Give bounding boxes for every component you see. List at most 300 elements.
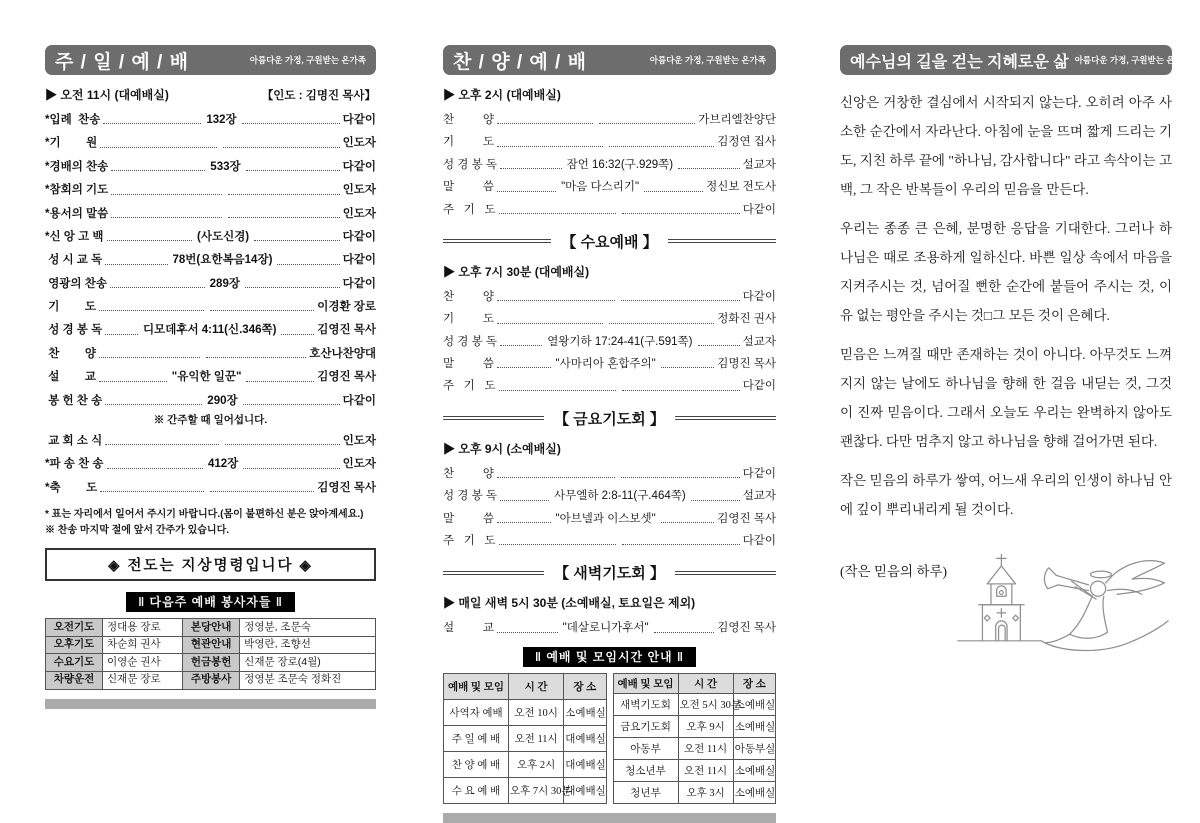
service-item-person: 다같이 — [342, 114, 376, 126]
schedule-place-cell: 소예배실 — [733, 759, 775, 781]
heading-text: 【 새벽기도회 】 — [554, 565, 665, 583]
dotted-leader — [497, 631, 558, 633]
dotted-leader — [210, 490, 314, 492]
essay-header-bar — [840, 45, 1191, 75]
schedule-time-cell: 오전 11시 — [509, 725, 564, 751]
schedule-meeting-cell: 청년부 — [613, 781, 678, 803]
footnote-stand: * 표는 자리에서 일어서 주시기 바랍니다.(몸이 불편하신 분은 앉아계세요.) — [45, 509, 364, 520]
service-item-person: 인도자 — [342, 458, 376, 471]
heading-rule — [443, 239, 551, 243]
service-item-person: 김영진 목사 — [717, 622, 777, 635]
schedule-header-place: 장 소 — [733, 673, 775, 693]
dotted-leader — [654, 631, 715, 633]
server-role-cell: 차량운전 — [46, 671, 103, 689]
service-item-row — [45, 207, 376, 221]
schedule-row — [444, 699, 607, 725]
servers-table-row — [46, 619, 376, 637]
service-item-detail: "아브넬과 이스보셋" — [555, 512, 656, 525]
service-item-row — [443, 379, 776, 393]
dotted-leader — [497, 476, 615, 478]
tagline: 아름다운 가정, 구원받는 온가족 — [249, 55, 366, 65]
schedule-place-cell: 대예배실 — [564, 751, 606, 777]
service-item-row — [443, 312, 776, 326]
service-item-person: 다같이 — [342, 160, 376, 173]
service-item-row — [45, 136, 376, 150]
schedule-time-cell: 오전 5시 30분 — [678, 693, 733, 715]
section-time-row — [443, 86, 776, 103]
praise-worship-header-bar — [443, 45, 776, 75]
service-item-detail: 디모데후서 4:11(신.346쪽) — [143, 324, 277, 337]
schedule-time-cell: 오후 9시 — [678, 715, 733, 737]
schedule-place-cell: 대예배실 — [564, 777, 606, 803]
server-name-cell: 이영순 권사 — [103, 654, 183, 672]
sunday-worship-time: ▶ 오전 11시 (대예배실) — [45, 88, 169, 102]
midweek-service-sections — [443, 86, 776, 636]
dotted-leader — [609, 145, 715, 147]
schedule-place-cell: 소예배실 — [733, 693, 775, 715]
service-item-detail: 412장 — [207, 458, 239, 471]
dotted-leader — [111, 193, 222, 195]
section-heading — [443, 562, 776, 583]
service-item-person: 다같이 — [742, 290, 776, 303]
dotted-leader — [243, 403, 340, 405]
section-service-order — [443, 621, 776, 635]
service-item-row — [443, 180, 776, 194]
service-item-person: 인도자 — [342, 137, 376, 150]
service-item-row — [45, 277, 376, 291]
schedule-meeting-cell: 수 요 예 배 — [444, 777, 509, 803]
servers-table-row — [46, 654, 376, 672]
service-item-person: 인도자 — [342, 207, 377, 220]
footnote-interlude: ※ 찬송 마지막 절에 앞서 간주가 있습니다. — [45, 524, 230, 536]
church-angel-svg — [954, 546, 1172, 674]
dotted-leader — [107, 239, 193, 241]
service-item-note: ※ 간주할 때 일어섭니다. — [153, 413, 268, 426]
service-item-row — [443, 335, 776, 349]
service-item-row — [443, 158, 776, 172]
service-item-person: 다같이 — [742, 380, 777, 393]
service-item-label: 기 도 — [443, 313, 494, 326]
servers-table-row — [46, 671, 376, 689]
dotted-leader — [499, 543, 617, 545]
service-item-row — [45, 347, 376, 361]
essay-paragraph: 신앙은 거창한 결심에서 시작되지 않는다. 오히려 아주 사소한 순간에서 자라난다. 아침에 눈을 뜨며 짧게 드리는 기도, 지친 하루 끝에 "하나님, 감사합니다" 라고 속삭이는 고백, 그 작은 반복들이 우리의 믿음을 만든다. — [840, 95, 1172, 198]
service-item-person: 김영진 목사 — [317, 371, 377, 384]
section-time: ▶ 매일 새벽 5시 30분 (소예배실, 토요일은 제외) — [443, 596, 696, 611]
dotted-leader — [105, 443, 219, 445]
service-item-row — [45, 113, 376, 127]
dotted-leader — [111, 169, 205, 171]
service-item-label: 교 회 소 식 — [45, 434, 103, 447]
service-item-label: 말 씀 — [443, 181, 494, 194]
dotted-leader — [107, 467, 203, 469]
panel-end-bar — [443, 813, 776, 823]
dotted-leader — [103, 122, 201, 124]
service-item-row — [443, 357, 776, 371]
section-time: ▶ 오후 7시 30분 (대예배실) — [443, 264, 590, 279]
service-item-person: 다같이 — [342, 254, 377, 267]
service-item-detail: "유익한 일꾼" — [171, 371, 242, 384]
service-item-person: 설교자 — [742, 335, 776, 348]
service-item-detail: "마음 다스리기" — [561, 181, 640, 194]
dotted-leader — [599, 122, 695, 124]
service-item-row — [45, 370, 376, 384]
server-role-cell: 수요기도 — [46, 654, 103, 672]
service-item-label: *기 원 — [45, 137, 98, 150]
server-role-cell: 현관안내 — [183, 636, 240, 654]
service-item-row — [443, 113, 776, 127]
service-item-row — [45, 457, 376, 471]
dotted-leader — [210, 309, 315, 311]
service-item-label: 성 시 교 독 — [45, 254, 103, 267]
panel-end-bar — [45, 699, 376, 709]
section-time: ▶ 오후 2시 (대예배실) — [443, 88, 561, 102]
service-section — [443, 231, 776, 394]
essay-paragraph: 우리는 종종 큰 은혜, 분명한 응답을 기대한다. 그러나 하나님은 때로 조용하게 일하신다. 바쁜 일상 속에서 마음을 지켜주시는 것, 넘어질 뻔한 순간에 붙들어 주시는 것, 이유 없는 평안을 주시는 것□그 모든 것이 은혜다. — [840, 221, 1172, 324]
service-item-detail: 열왕기하 17:24-41(구.591쪽) — [547, 335, 693, 348]
section-time-row — [443, 263, 776, 280]
service-item-row — [443, 534, 776, 548]
service-item-label: 말 씀 — [443, 358, 494, 370]
schedule-header-row — [613, 673, 776, 693]
dotted-leader — [621, 299, 739, 301]
service-item-detail: 잠언 16:32(구.929쪽) — [566, 158, 674, 171]
service-item-person: 김명진 목사 — [717, 358, 776, 370]
service-item-person: 이경환 장로 — [317, 301, 377, 313]
service-item-label: 주 기 도 — [443, 203, 496, 216]
schedule-place-cell: 대예배실 — [564, 725, 606, 751]
service-item-detail: 533장 — [210, 160, 241, 173]
service-item-row — [45, 230, 376, 244]
panel-sunday-worship — [45, 45, 376, 709]
praise-worship-title: 찬 / 양 / 예 / 배 — [453, 51, 587, 73]
dotted-leader — [497, 299, 615, 301]
service-item-person: 인도자 — [342, 434, 377, 447]
service-item-row — [443, 135, 776, 149]
schedule-place-cell: 소예배실 — [564, 699, 606, 725]
service-item-detail: (사도신경) — [197, 230, 250, 243]
service-item-person: 정화진 권사 — [717, 313, 777, 326]
service-item-row — [443, 203, 776, 217]
worship-footnotes — [45, 507, 376, 538]
service-item-label: 기 도 — [443, 136, 494, 149]
schedule-time-cell: 오후 3시 — [678, 781, 733, 803]
service-item-person: 다같이 — [742, 534, 777, 547]
schedule-header-row — [444, 673, 607, 699]
schedule-time-cell: 오전 10시 — [509, 699, 564, 725]
dotted-leader — [500, 344, 542, 346]
service-item-label: 주 기 도 — [443, 534, 496, 547]
dotted-leader — [497, 322, 603, 324]
essay-paragraph: 작은 믿음의 하루가 쌓여, 어느새 우리의 인생이 하나님 안에 깊이 뿌리내리게 될 것이다. — [840, 473, 1172, 518]
essay-source-caption: (작은 믿음의 하루) — [840, 564, 948, 580]
service-item-label: 찬 양 — [443, 290, 494, 303]
dotted-leader — [622, 212, 740, 214]
dotted-leader — [622, 543, 740, 545]
dotted-leader — [254, 239, 340, 241]
service-item-person: 가브리엘찬양단 — [698, 114, 776, 126]
schedule-meeting-cell: 새벽기도회 — [613, 693, 678, 715]
dotted-leader — [497, 190, 556, 192]
schedule-header-time: 시 간 — [678, 673, 733, 693]
service-item-label: 성 경 봉 독 — [443, 158, 498, 171]
schedule-meeting-cell: 주 일 예 배 — [444, 725, 509, 751]
schedule-row — [613, 715, 776, 737]
service-item-label: *축 도 — [45, 481, 98, 494]
server-name-cell: 박영란, 조향선 — [240, 636, 376, 654]
service-item-detail: 290장 — [207, 394, 238, 407]
dotted-leader — [277, 263, 339, 265]
essay-paragraph: 믿음은 느껴질 때만 존재하는 것이 아니다. 아무것도 느껴지지 않는 날에도 하나님을 향해 한 걸음 내딛는 것, 그것이 진짜 믿음이다. 그래서 오늘도 우리는 완벽하지 않아도 괜찮다. 다만 멈추지 않고 하나님을 향해 걸어가면 된다. — [840, 347, 1172, 450]
dotted-leader — [105, 263, 167, 265]
schedule-row — [613, 781, 776, 803]
service-item-label: *용서의 말씀 — [45, 207, 109, 220]
service-item-row — [443, 489, 776, 503]
dotted-leader — [698, 344, 740, 346]
service-item-person: 김영진 목사 — [317, 481, 377, 494]
service-item-label: 영광의 찬송 — [45, 277, 107, 290]
service-item-label: *경배의 찬송 — [45, 160, 109, 173]
service-item-row — [45, 323, 376, 337]
schedule-time-cell: 오전 11시 — [678, 759, 733, 781]
service-item-label: *입례 찬송 — [45, 114, 101, 126]
service-item-detail: 132장 — [206, 114, 237, 126]
schedule-row — [613, 759, 776, 781]
schedule-title: ‖ 예배 및 모임시간 안내 ‖ — [523, 647, 696, 667]
dotted-leader — [661, 366, 715, 368]
dotted-leader — [500, 167, 562, 169]
service-item-row — [443, 512, 776, 526]
service-item-label: 말 씀 — [443, 512, 494, 525]
service-item-label: *파 송 찬 송 — [45, 458, 104, 471]
server-role-cell: 헌금봉헌 — [183, 654, 240, 672]
schedule-row — [444, 777, 607, 803]
service-item-label: 기 도 — [45, 301, 96, 313]
service-item-person: 다같이 — [342, 394, 376, 407]
heading-rule — [675, 571, 776, 575]
dotted-leader — [105, 403, 202, 405]
heading-rule — [675, 416, 776, 420]
dotted-leader — [678, 167, 740, 169]
church-angel-illustration — [954, 546, 1172, 674]
heading-rule — [443, 571, 544, 575]
schedule-meeting-cell: 아동부 — [613, 737, 678, 759]
dotted-leader — [228, 193, 339, 195]
panel-essay — [840, 45, 1191, 674]
service-item-row — [45, 394, 376, 408]
dotted-leader — [99, 309, 204, 311]
service-item-detail: "데살로니가후서" — [562, 622, 649, 635]
dotted-leader — [225, 443, 339, 445]
service-section — [443, 562, 776, 635]
section-heading — [443, 231, 776, 252]
sunday-worship-leader: 【인도 : 김명진 목사】 — [261, 90, 376, 102]
server-name-cell: 신재문 장로 — [103, 671, 183, 689]
heading-text: 【 수요예배 】 — [561, 233, 658, 251]
schedule-header-place: 장 소 — [564, 673, 606, 699]
service-item-person: 호산나찬양대 — [309, 347, 377, 360]
schedule-meeting-cell: 금요기도회 — [613, 715, 678, 737]
service-item-person: 김영진 목사 — [317, 324, 377, 337]
dotted-leader — [100, 146, 217, 148]
dotted-leader — [497, 145, 603, 147]
service-item-label: 설 교 — [443, 622, 494, 635]
service-item-person: 다같이 — [742, 467, 776, 480]
service-item-row — [45, 183, 376, 197]
server-name-cell: 정영분 조문숙 정화진 — [240, 671, 376, 689]
service-item-person: 김영진 목사 — [717, 512, 776, 525]
service-item-row — [45, 253, 376, 267]
section-service-order — [443, 290, 776, 394]
schedule-row — [613, 693, 776, 715]
service-item-label: 성 경 봉 독 — [45, 324, 103, 337]
essay-body — [840, 88, 1172, 524]
service-item-row — [443, 467, 776, 481]
dotted-leader — [622, 389, 740, 391]
sunday-service-order — [45, 113, 376, 495]
next-week-servers-table — [45, 618, 376, 690]
next-week-servers-title: ‖ 다음주 예배 봉사자들 ‖ — [126, 592, 295, 612]
dotted-leader — [99, 356, 200, 358]
dotted-leader — [500, 499, 549, 501]
server-role-cell: 주방봉사 — [183, 671, 240, 689]
dotted-leader — [246, 169, 340, 171]
service-item-person: 인도자 — [342, 184, 377, 197]
dotted-leader — [281, 333, 314, 335]
dotted-leader — [111, 216, 222, 218]
service-item-row — [45, 481, 376, 495]
schedule-place-cell: 아동부실 — [733, 737, 775, 759]
schedule-meeting-cell: 사역자 예배 — [444, 699, 509, 725]
dotted-leader — [100, 490, 204, 492]
service-item-detail: 78번(요한복음14장) — [172, 254, 273, 267]
service-item-person: 정신보 전도사 — [706, 181, 777, 194]
dotted-leader — [499, 389, 617, 391]
service-item-label: 성 경 봉 독 — [443, 490, 498, 503]
server-name-cell: 정대용 장로 — [103, 619, 183, 637]
server-name-cell: 정영분, 조문숙 — [240, 619, 376, 637]
schedule-place-cell: 소예배실 — [733, 781, 775, 803]
service-item-label: 찬 양 — [443, 114, 494, 126]
dotted-leader — [228, 216, 339, 218]
evangelism-motto-box: ◈ 전도는 지상명령입니다 ◈ — [45, 548, 376, 581]
service-item-row — [443, 621, 776, 635]
dotted-leader — [497, 122, 593, 124]
dotted-leader — [245, 286, 340, 288]
dotted-leader — [246, 380, 314, 382]
dotted-leader — [497, 521, 551, 523]
service-item-row — [45, 160, 376, 174]
service-item-detail: 289장 — [209, 277, 240, 290]
service-item-person: 다같이 — [742, 203, 777, 216]
section-time-row — [443, 594, 776, 611]
servers-table-row — [46, 636, 376, 654]
service-item-person: 김정연 집사 — [717, 136, 777, 149]
service-item-label: 봉 헌 찬 송 — [45, 394, 103, 407]
dotted-leader — [110, 286, 205, 288]
section-service-order — [443, 113, 776, 217]
section-time: ▶ 오후 9시 (소예배실) — [443, 441, 561, 456]
server-role-cell: 오전기도 — [46, 619, 103, 637]
service-item-row — [45, 434, 376, 448]
dotted-leader — [242, 122, 340, 124]
service-item-detail: "사마리아 혼합주의" — [555, 358, 656, 370]
schedule-header-meeting: 예배 및 모임 — [613, 673, 678, 693]
schedule-meeting-cell: 청소년부 — [613, 759, 678, 781]
sunday-worship-title: 주 / 일 / 예 / 배 — [55, 51, 189, 73]
schedule-time-cell: 오후 7시 30분 — [509, 777, 564, 803]
dotted-leader — [644, 190, 703, 192]
schedule-row — [613, 737, 776, 759]
service-section — [443, 86, 776, 217]
schedule-row — [444, 725, 607, 751]
schedule-time-cell: 오전 11시 — [678, 737, 733, 759]
essay-title: 예수님의 길을 걷는 지혜로운 삶 — [850, 53, 1069, 71]
dotted-leader — [99, 380, 167, 382]
server-name-cell: 신재문 장로(4월) — [240, 654, 376, 672]
service-section — [443, 408, 776, 549]
essay-tail — [840, 546, 1172, 674]
server-role-cell: 본당안내 — [183, 619, 240, 637]
schedule-table-left — [443, 673, 607, 804]
service-item-label: 주 기 도 — [443, 380, 496, 393]
tagline: 아름다운 가정, 구원받는 온가족 — [649, 55, 766, 65]
service-item-label: *참회의 기도 — [45, 184, 109, 197]
heading-rule — [668, 239, 776, 243]
server-name-cell: 차순희 권사 — [103, 636, 183, 654]
dotted-leader — [691, 499, 740, 501]
service-item-label: 성 경 봉 독 — [443, 335, 498, 348]
section-heading — [443, 408, 776, 429]
schedule-place-cell: 소예배실 — [733, 715, 775, 737]
service-item-label: 찬 양 — [443, 467, 494, 480]
service-item-person: 다같이 — [342, 230, 376, 243]
service-item-label: *신 앙 고 백 — [45, 230, 104, 243]
dotted-leader — [497, 366, 551, 368]
tagline: 아름다운 가정, 구원받는 온가족 — [1074, 55, 1191, 65]
schedule-header-time: 시 간 — [509, 673, 564, 699]
dotted-leader — [499, 212, 617, 214]
heading-rule — [443, 416, 544, 420]
section-service-order — [443, 467, 776, 549]
service-item-label: 찬 양 — [45, 347, 96, 360]
dotted-leader — [621, 476, 739, 478]
sunday-worship-header-bar — [45, 45, 376, 75]
section-time-row — [443, 440, 776, 457]
dotted-leader — [609, 322, 715, 324]
service-item-row — [45, 300, 376, 314]
schedule-row — [444, 751, 607, 777]
dotted-leader — [105, 333, 138, 335]
sunday-worship-time-row — [45, 86, 376, 103]
dotted-leader — [223, 146, 340, 148]
heading-text: 【 금요기도회 】 — [554, 410, 665, 428]
dotted-leader — [243, 467, 339, 469]
schedule-header-meeting: 예배 및 모임 — [444, 673, 509, 699]
dotted-leader — [661, 521, 715, 523]
server-role-cell: 오후기도 — [46, 636, 103, 654]
schedule-meeting-cell: 찬 양 예 배 — [444, 751, 509, 777]
service-item-person: 다같이 — [342, 277, 376, 290]
service-item-row — [443, 290, 776, 304]
dotted-leader — [206, 356, 307, 358]
schedule-tables — [443, 673, 776, 804]
service-item-person: 설교자 — [742, 490, 777, 503]
service-item-person: 설교자 — [742, 158, 776, 171]
schedule-table-right — [613, 673, 777, 804]
panel-praise-worship — [443, 45, 776, 823]
service-item-detail: 사무엘하 2:8-11(구.464쪽) — [554, 490, 686, 503]
